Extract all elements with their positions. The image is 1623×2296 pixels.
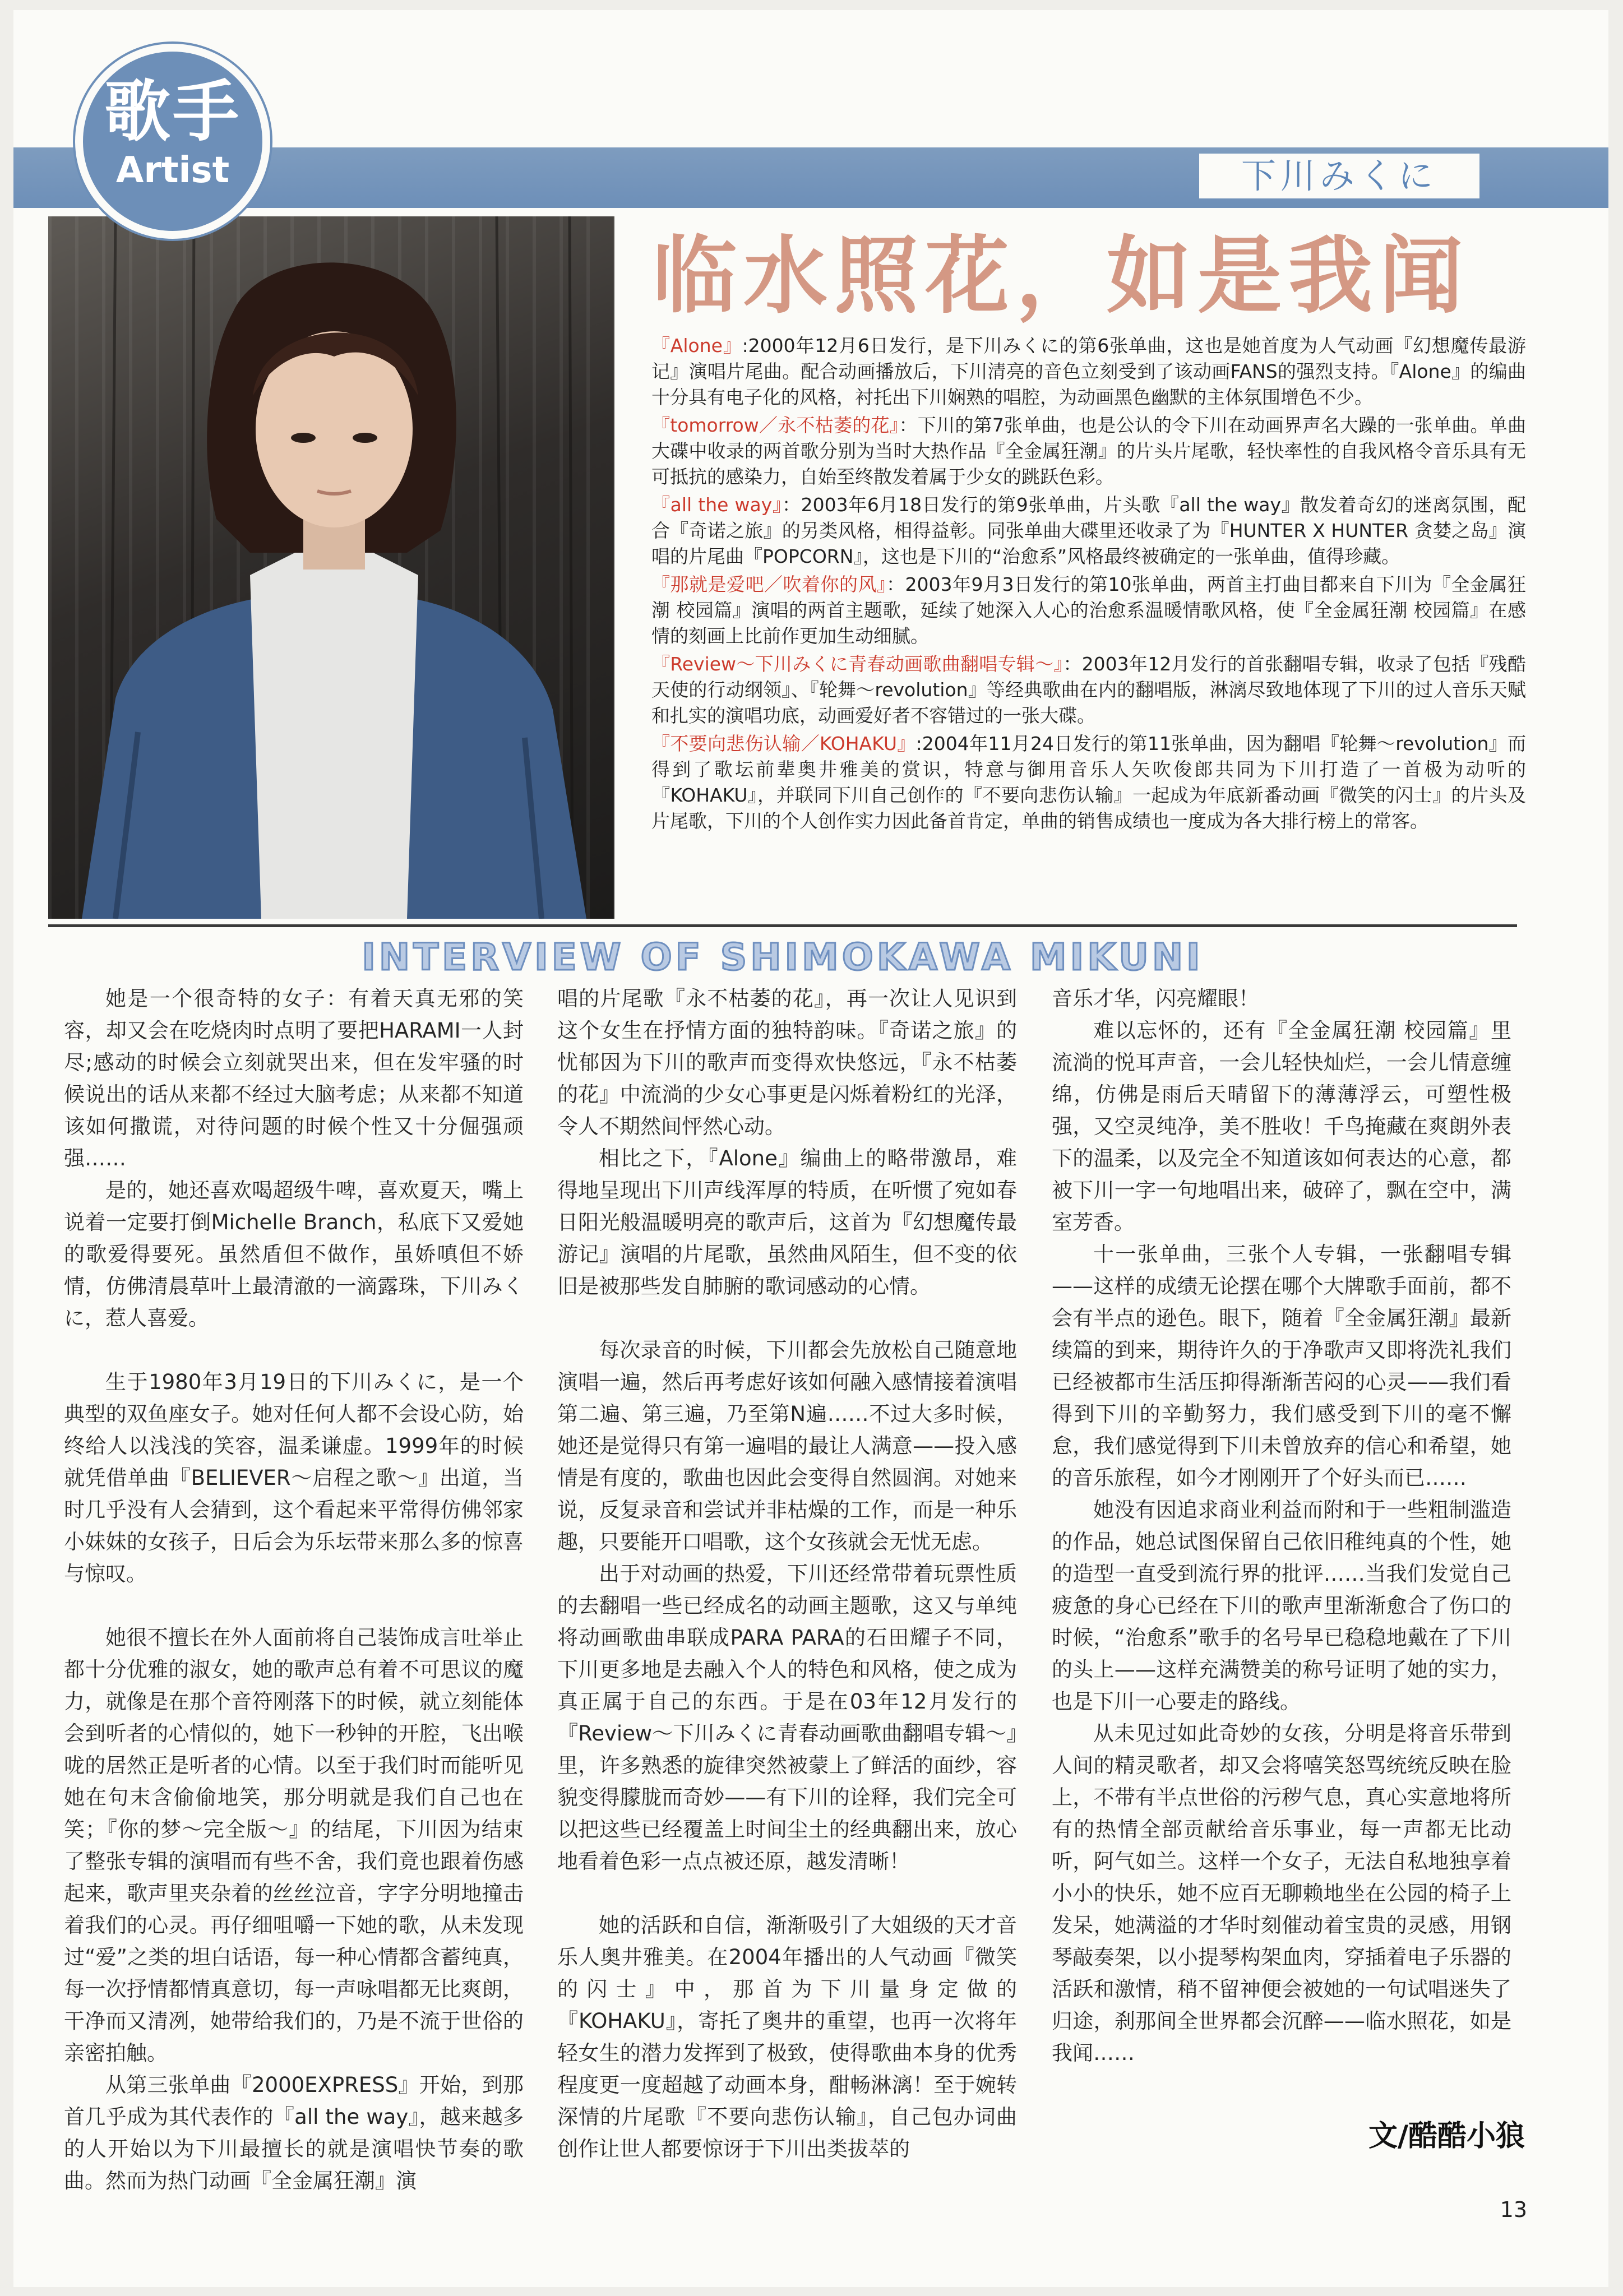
disco-text: ：2003年9月3日发行的第10张单曲，两首主打曲目都来自下川为『全金属狂潮 校园篇』演唱的两首主题歌，延续了她深入人心的治愈系温暖情歌风格，使『全金属狂潮 校园篇』在感情的刻画上比前作更加生动细腻。: [651, 573, 1527, 647]
article-paragraph: 每次录音的时候，下川都会先放松自己随意地演唱一遍，然后再考虑好该如何融入感情接着演唱第二遍、第三遍，乃至第N遍……不过大多时候，她还是觉得只有第一遍唱的最让人满意——投入感情是有度的，歌曲也因此会变得自然圆润。对她来说，反复录音和尝试并非枯燥的工作，而是一种乐趣，只要能开口唱歌，这个女孩就会无忧无虑。: [557, 1338, 1017, 1554]
article-paragraph: 她没有因追求商业利益而附和于一些粗制滥造的作品，她总试图保留自己依旧稚纯真的个性，她的造型一直受到流行界的批评……当我们发觉自己疲惫的身心已经在下川的歌声里渐渐愈合了伤口的时候，“治愈系”歌手的名号早已稳稳地戴在了下川的头上——这样充满赞美的称号证明了她的实力，也是下川一心要走的路线。: [1052, 1498, 1511, 1714]
badge-label-cn: 歌手: [104, 73, 241, 150]
disco-text: :2000年12月6日发行，是下川みくに的第6张单曲，这也是她首度为人气动画『幻想魔传最游记』演唱片尾曲。配合动画播放后，下川清亮的音色立刻受到了该动画FANS的强烈支持。『Alone』的编曲十分具有电子化的风格，衬托出下川娴熟的唱腔，为动画黑色幽默的主体氛围增色不少。: [651, 335, 1526, 408]
headline: 临水照花，如是我闻: [653, 228, 1471, 325]
disco-entry: [651, 413, 1526, 490]
disco-entry: [651, 731, 1526, 834]
article-column-2: [557, 983, 1017, 2165]
badge-label-en: Artist: [115, 150, 230, 191]
disco-entry: [651, 572, 1526, 649]
disco-entry: [651, 333, 1526, 410]
article-column-3: [1052, 983, 1511, 2069]
article-paragraph: 从未见过如此奇妙的女孩，分明是将音乐带到人间的精灵歌者，却又会将嘻笑怒骂统统反映在脸上，不带有半点世俗的污秽气息，真心实意地将所有的热情全部贡献给音乐事业，每一声都无比动听，阿气如兰。这样一个女子，无法自私地独享着小小的快乐，她不应百无聊赖地坐在公园的椅子上发呆，她满溢的才华时刻催动着宝贵的灵感，用钢琴敲奏架，以小提琴构架血肉，穿插着电子乐器的活跃和激情，稍不留神便会被她的一句试唱迷失了归途，刹那间全世界都会沉醉——临水照花，如是我闻……: [1052, 1721, 1511, 2065]
page-number: 13: [1500, 2197, 1527, 2222]
disco-entry: [651, 651, 1526, 729]
artist-photo: [48, 216, 614, 919]
article-paragraph: 唱的片尾歌『永不枯萎的花』，再一次让人见识到这个女生在抒情方面的独特韵味。『奇诺之旅』的忧郁因为下川的歌声而变得欢快悠远，『永不枯萎的花』中流淌的少女心事更是闪烁着粉红的光泽，令人不期然间怦然心动。: [557, 987, 1017, 1138]
article-paragraph: 相比之下，『Alone』编曲上的略带激昂，难得地呈现出下川声线浑厚的特质，在听惯了宛如春日阳光般温暖明亮的歌声后，这首为『幻想魔传最游记』演唱的片尾歌，虽然曲风陌生，但不变的依旧是被那些发自肺腑的歌词感动的心情。: [557, 1146, 1017, 1298]
disco-title: 『all the way』: [651, 494, 783, 516]
discography: [651, 333, 1526, 836]
section-divider: [48, 924, 1517, 927]
magazine-page: [13, 10, 1608, 2287]
disco-text: ：下川的第7张单曲，也是公认的令下川在动画界声名大躁的一张单曲。单曲大碟中收录的两首歌分别为当时大热作品『全金属狂潮』的片头片尾歌，轻快率性的自我风格令音乐具有无可抵抗的感染力，自始至终散发着属于少女的跳跃色彩。: [651, 414, 1526, 488]
disco-title: 『那就是爱吧／吹着你的风』: [651, 573, 887, 595]
artist-photo-illustration: [48, 216, 614, 919]
article-paragraph: 难以忘怀的，还有『全金属狂潮 校园篇』里流淌的悦耳声音，一会儿轻快灿烂，一会儿情意缠绵，仿佛是雨后天晴留下的薄薄浮云，可塑性极强，又空灵纯净，美不胜收！千鸟掩藏在爽朗外表下的温柔，以及完全不知道该如何表达的心意，都被下川一字一句地唱出来，破碎了，飘在空中，满室芳香。: [1052, 1019, 1511, 1234]
disco-text: ：2003年12月发行的首张翻唱专辑，收录了包括『残酷天使的行动纲领』、『轮舞～revolution』等经典歌曲在内的翻唱版，淋漓尽致地体现了下川的过人音乐天赋和扎实的演唱功底，动画爱好者不容错过的一张大碟。: [651, 653, 1526, 726]
disco-text: ：2003年6月18日发行的第9张单曲，片头歌『all the way』散发着奇幻的迷离氛围，配合『奇诺之旅』的另类风格，相得益彰。同张单曲大碟里还收录了为『HUNTER X HUNTER 贪婪之岛』演唱的片尾曲『POPCORN』，这也是下川的“治愈系”风格最终被确定的一张单曲，值得珍藏。: [651, 494, 1527, 567]
disco-entry: [651, 492, 1526, 570]
article-paragraph: 出于对动画的热爱，下川还经常带着玩票性质的去翻唱一些已经成名的动画主题歌，这又与单纯将动画歌曲串联成PARA PARA的石田耀子不同，下川更多地是去融入个人的特色和风格，使之成为真正属于自己的东西。于是在03年12月发行的『Review～下川みくに青春动画歌曲翻唱专辑～』里，许多熟悉的旋律突然被蒙上了鲜活的面纱，容貌变得朦胧而奇妙——有下川的诠释，我们完全可以把这些已经覆盖上时间尘土的经典翻出来，放心地看着色彩一点点被还原，越发清晰！: [557, 1562, 1017, 1873]
article-paragraph: 她是一个很奇特的女子：有着天真无邪的笑容，却又会在吃烧肉时点明了要把HARAMI一人封尽;感动的时候会立刻就哭出来，但在发牢骚的时候说出的话从来都不经过大脑考虑；从来都不知道该如何撒谎，对待问题的时候个性又十分倔强顽强……: [64, 987, 524, 1170]
author-credit: 文/酷酷小狼: [1368, 2119, 1525, 2153]
article-paragraph: 音乐才华，闪亮耀眼！: [1052, 987, 1259, 1011]
article-paragraph: 从第三张单曲『2000EXPRESS』开始，到那首几乎成为其代表作的『all the way』，越来越多的人开始以为下川最擅长的就是演唱快节奏的歌曲。然而为热门动画『全金属狂潮』演: [64, 2073, 524, 2193]
disco-title: 『不要向悲伤认输／KOHAKU』: [651, 733, 916, 754]
article-paragraph: 是的，她还喜欢喝超级牛啤，喜欢夏天，嘴上说着一定要打倒Michelle Branch，私底下又爱她的歌爱得要死。虽然盾但不做作，虽娇嗔但不娇情，仿佛清晨草叶上最清澈的一滴露珠，下川みくに，惹人喜爱。: [64, 1178, 524, 1330]
article-paragraph: 她很不擅长在外人面前将自己装饰成言吐举止都十分优雅的淑女，她的歌声总有着不可思议的魔力，就像是在那个音符刚落下的时候，就立刻能体会到听者的心情似的，她下一秒钟的开腔，飞出喉咙的居然正是听者的心情。以至于我们时而能听见她在句末含偷偷地笑，那分明就是我们自己也在笑；『你的梦～完全版～』的结尾，下川因为结束了整张专辑的演唱而有些不舍，我们竟也跟着伤感起来，歌声里夹杂着的丝丝泣音，字字分明地撞击着我们的心灵。再仔细咀嚼一下她的歌，从未发现过“爱”之类的坦白话语，每一种心情都含蓄纯真，每一次抒情都情真意切，每一声咏唱都无比爽朗，干净而又清冽，她带给我们的，乃是不流于世俗的亲密拍触。: [64, 1626, 524, 2065]
interview-title: INTERVIEW OF SHIMOKAWA MIKUNI: [362, 936, 1204, 979]
artist-badge: [75, 44, 270, 239]
article-paragraph: 生于1980年3月19日的下川みくに，是一个典型的双鱼座女子。她对任何人都不会设心防，始终给人以浅浅的笑容，温柔谦虚。1999年的时候就凭借单曲『BELIEVER～启程之歌～』出道，当时几乎没有人会猜到，这个看起来平常得仿佛邻家小妹妹的女孩子，日后会为乐坛带来那么多的惊喜与惊叹。: [64, 1370, 524, 1586]
article-column-1: [64, 983, 524, 2197]
disco-text: :2004年11月24日发行的第11张单曲，因为翻唱『轮舞～revolution』而得到了歌坛前辈奥井雅美的赏识，特意与御用音乐人矢吹俊郎共同为下川打造了一首极为动听的『KOHAKU』，并联同下川自己创作的『不要向悲伤认输』一起成为年底新番动画『微笑的闪士』的片头及片尾歌，下川的个人创作实力因此备首肯定，单曲的销售成绩也一度成为各大排行榜上的常客。: [651, 733, 1527, 832]
article-paragraph: 十一张单曲，三张个人专辑，一张翻唱专辑——这样的成绩无论摆在哪个大牌歌手面前，都不会有半点的逊色。眼下，随着『全金属狂潮』最新续篇的到来，期待许久的于净歌声又即将洗礼我们已经被都市生活压抑得渐渐苦闷的心灵——我们看得到下川的辛勤努力，我们感受到下川的毫不懈怠，我们感觉得到下川未曾放弃的信心和希望，她的音乐旅程，如今才刚刚开了个好头而已……: [1052, 1242, 1511, 1490]
disco-title: 『Review～下川みくに青春动画歌曲翻唱专辑～』: [651, 653, 1063, 675]
disco-title: 『tomorrow／永不枯萎的花』: [651, 414, 899, 436]
article-paragraph: 她的活跃和自信，渐渐吸引了大姐级的天才音乐人奥井雅美。在2004年播出的人气动画『微笑的闪士』中，那首为下川量身定做的『KOHAKU』，寄托了奥井的重望，也再一次将年轻女生的潜力发挥到了极致，使得歌曲本身的优秀程度更一度超越了动画本身，酣畅淋漓！至于婉转深情的片尾歌『不要向悲伤认输』，自己包办词曲创作让世人都要惊讶于下川出类拔萃的: [557, 1913, 1017, 2161]
disco-title: 『Alone』: [651, 335, 742, 357]
singer-name: 下川みくに: [1199, 154, 1479, 198]
